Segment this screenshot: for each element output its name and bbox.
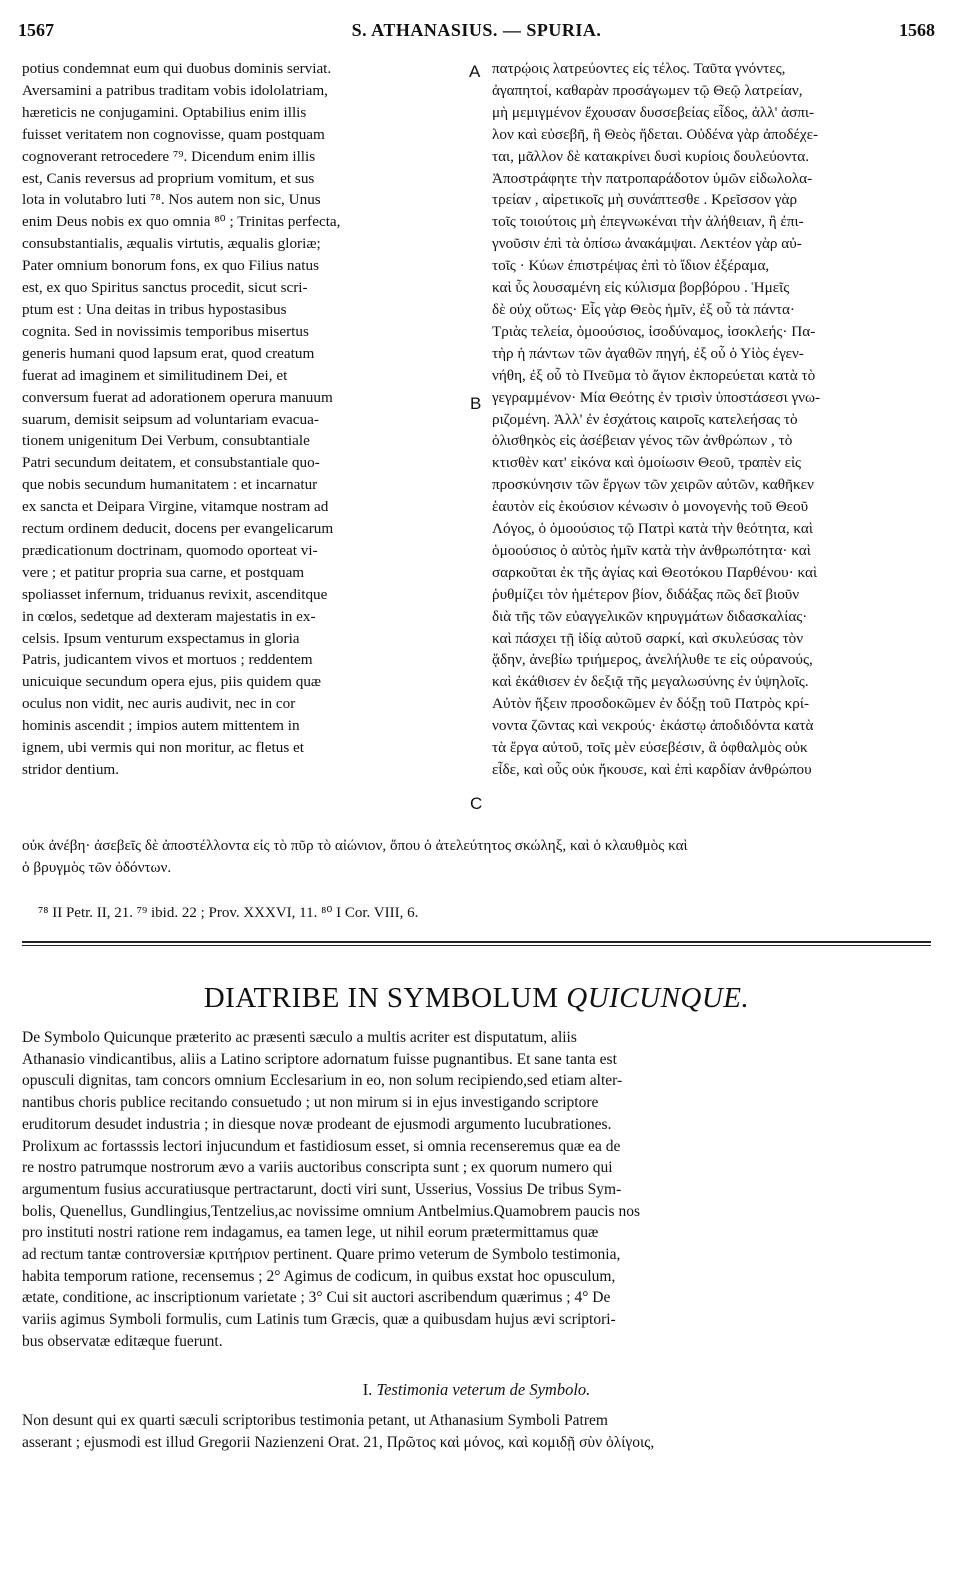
paragraph-line: bolis, Quenellus, Gundlingius,Tentzelius,ac novissime omnium Antbelmius.Quamobrem paucis nos (22, 1202, 640, 1220)
paragraph-line: pro instituti nostri ratione rem indagamus, ea tamen lege, ut nihil eorum prætermittamus quæ (22, 1224, 599, 1242)
latin-text-line: generis humani quod lapsum erat, quod creatum (22, 344, 315, 362)
latin-text-line: ptum est : Una deitas in tribus hypostasibus (22, 300, 287, 318)
greek-text-line: ἀγαπητοί, καθαρὰν προσάγωμεν τῷ Θεῷ λατρείαν, (492, 81, 803, 99)
separator-rule (22, 941, 931, 943)
paragraph-line: Prolixum ac fortasssis lectori injucundum et fastidiosum esset, si omnia recenseremus quæ ea de (22, 1137, 621, 1155)
greek-text-line: γνοῦσιν ἐπὶ τὰ ὀπίσω ἀνακάμψαι. Λεκτέον γὰρ αὐ- (492, 235, 802, 253)
continuation-line: οὐκ ἀνέβη· ἀσεβεῖς δὲ ἀποστέλλοντα εἰς τὸ πῦρ τὸ αἰώνιον, ὅπου ὁ ἀτελεύτητος σκώληξ, καὶ ὁ κλαυθμὸς καὶ (22, 837, 688, 854)
greek-text-line: γεγραμμένον· Μία Θεότης ἐν τρισὶν ὑποστάσεσι γνω- (492, 388, 821, 406)
greek-text-line: προσκύνησιν τῶν ἔργων τῶν χειρῶν αὐτῶν, καθῆκεν (492, 476, 814, 494)
paragraph-line: ætate, conditione, ac inscriptionum varietate ; 3° Cui sit auctori ascribendum quærimus ; 4° De (22, 1289, 611, 1307)
latin-text-line: Aversamini a patribus traditam vobis idololatriam, (22, 81, 328, 99)
paragraph-line: Athanasio vindicantibus, aliis a Latino scriptore adornatum fuisse pugnantibus. Et sane tanta est (22, 1050, 617, 1068)
greek-text-line: νοντα ζῶντας καὶ νεκρούς· ἑκάστῳ ἀποδιδόντα κατὰ (492, 717, 814, 735)
greek-text-line: Αὐτὸν ἥξειν προσδοκῶμεν ἐν δόξῃ τοῦ Πατρὸς κρί- (492, 695, 810, 713)
greek-text-line: Ἀποστράφητε τὴν πατροπαράδοτον ὑμῶν εἰδωλολα- (492, 169, 813, 187)
latin-text-line: consubstantialis, æqualis virtutis, æqualis gloriæ; (22, 235, 321, 253)
latin-text-line: Pater omnium bonorum fons, ex quo Filius natus (22, 257, 319, 275)
greek-text-line: Λόγος, ὁ ὁμοούσιος τῷ Πατρὶ κατὰ τὴν θεότητα, καὶ (492, 520, 813, 538)
subheading (0, 1380, 953, 1400)
greek-text-line: κτισθὲν κατ' εἰκόνα καὶ ὁμοίωσιν Θεοῦ, τραπὲν εἰς (492, 454, 802, 472)
latin-text-line: cognita. Sed in novissimis temporibus misertus (22, 322, 309, 340)
intro-paragraph (22, 1027, 937, 1353)
paragraph-line: Non desunt qui ex quarti sæculi scriptoribus testimonia petant, ut Athanasium Symboli Patrem (22, 1412, 608, 1429)
section-title-main: DIATRIBE IN SYMBOLUM (203, 982, 567, 1014)
section-marker-c: C (470, 794, 483, 813)
greek-text-line: πατρῴοις λατρεύοντες εἰς τέλος. Ταῦτα γνόντες, (492, 60, 786, 77)
paragraph-line: De Symbolo Quicunque præterito ac præsenti sæculo a multis acriter est disputatum, aliis (22, 1029, 577, 1046)
greek-text-line: ἑαυτὸν εἰς ἑκούσιον κένωσιν ὁ μονογενὴς τοῦ Θεοῦ (492, 498, 809, 516)
subheading-title: Testimonia veterum de Symbolo. (376, 1380, 591, 1399)
separator-rule-thin (22, 945, 931, 946)
paragraph-line: eruditorum desudet industria ; in diesque novæ prodeant de ejusmodi argumento lucubrationes. (22, 1115, 612, 1133)
greek-text-line: ριζομένη. Ἀλλ' ἐν ἐσχάτοις καιροῖς κατελεήσας τὸ (492, 410, 798, 428)
latin-text-line: ex sancta et Deipara Virgine, vitamque nostram ad (22, 498, 329, 516)
greek-text-line: τρείαν , αἱρετικοῖς μὴ συνάπτεσθε . Κρεῖσσον γὰρ (492, 191, 798, 209)
latin-text-line: Patri secundum deitatem, et consubstantiale quo- (22, 454, 320, 472)
greek-text-line: καὶ πάσχει τῇ ἰδίᾳ αὐτοῦ σαρκί, καὶ σκυλεύσας τὸν (492, 629, 804, 647)
latin-text-line: stridor dentium. (22, 761, 120, 778)
greek-text-line: τὴρ ἡ πάντων τῶν ἀγαθῶν πηγή, ἐξ οὗ ὁ Υἱὸς ἐγεν- (492, 344, 804, 362)
paragraph-line: bus observatæ editæque fuerunt. (22, 1332, 223, 1350)
latin-text-line: est, ex quo Spiritus sanctus procedit, sicut scri- (22, 279, 308, 297)
paragraph-line: re nostro patrumque nostrorum ævo a variis auctoribus conscripta sunt ; ex quorum numero qui (22, 1159, 613, 1177)
latin-text-line: vere ; et patitur propria sua carne, et postquam (22, 563, 305, 581)
paragraph-line: opusculi dignitas, tam concors omnium Ecclesarium in eo, non solum recipiendo,sed etiam alter- (22, 1072, 623, 1090)
greek-text-line: δὲ οὐχ οὕτως· Εἷς γὰρ Θεὸς ἡμῖν, ἐξ οὗ τὰ πάντα· (492, 300, 795, 318)
paragraph-line: nantibus choris publice recitando consuetudo ; ut non mirum si in ejus investigando scriptore (22, 1094, 599, 1112)
greek-text-line: ται, μᾶλλον δὲ κατακρίνει δυσὶ κυρίοις δουλεύοντα. (492, 147, 810, 165)
latin-text-line: fuisset veritatem non cognovisse, quam postquam (22, 125, 325, 143)
latin-text-line: spoliasset infernum, triduanus revixit, ascenditque (22, 585, 328, 603)
paragraph-line: asserant ; ejusmodi est illud Gregorii Nazienzeni Orat. 21, Πρῶτος καὶ μόνος, καὶ κομιδῇ σὺν ὀλίγοις, (22, 1433, 655, 1451)
latin-text-line: rectum ordinem deducit, docens per evangelicarum (22, 520, 334, 538)
latin-text-line: hominis ascendit ; impios autem mittentem in (22, 717, 300, 735)
latin-text-line: suarum, demisit seipsum ad voluntariam evacua- (22, 410, 319, 428)
section-marker-b: B (470, 394, 482, 413)
latin-text-line: prædicationum doctrinam, quomodo oporteat vi- (22, 541, 318, 559)
greek-text-line: καὶ ἐκάθισεν ἐν δεξιᾷ τῆς μεγαλωσύνης ἐν ὑψηλοῖς. (492, 673, 809, 691)
latin-text-line: lota in volutabro luti ⁷⁸. Nos autem non sic, Unus (22, 191, 321, 209)
latin-text-line: unicuique secundum opera ejus, piis quidem quæ (22, 673, 322, 691)
paragraph-line: variis agimus Symboli formulis, cum Latinis tum Græcis, quæ a quibusdam hujus ævi scriptori- (22, 1311, 616, 1329)
latin-text-line: oculus non vidit, nec auris audivit, nec in cor (22, 695, 296, 713)
greek-column (492, 58, 936, 781)
latin-text-line: enim Deus nobis ex quo omnia ⁸⁰ ; Trinitas perfecta, (22, 213, 341, 231)
latin-text-line: est, Canis reversus ad proprium vomitum, et sus (22, 169, 315, 187)
latin-text-line: Patris, judicantem vivos et mortuos ; reddentem (22, 651, 313, 669)
paragraph-line: argumentum fusius accuratiusque pertractarunt, docti viri sunt, Usserius, Vossius De tribus Sym- (22, 1180, 622, 1198)
paragraph-line: habita temporum ratione, recensemus ; 2° Agimus de codicum, in quibus exstat hoc opusculum, (22, 1267, 616, 1285)
paragraph-line: ad rectum tantæ controversiæ κριτήριον pertinent. Quare primo veterum de Symbolo testimonia, (22, 1246, 621, 1264)
latin-text-line: in cœlos, sedetque ad dexteram majestatis in ex- (22, 607, 316, 625)
greek-text-line: σαρκοῦται ἐκ τῆς ἁγίας καὶ Θεοτόκου Παρθένου· καὶ (492, 563, 818, 581)
running-header (18, 20, 935, 48)
latin-text-line: tionem unigenitum Dei Verbum, consubtantiale (22, 432, 310, 450)
greek-text-line: ῥυθμίζει τὸν ἡμέτερον βίον, διδάξας πῶς δεῖ βιοῦν (492, 585, 800, 603)
section-title (0, 982, 953, 1015)
greek-text-line: καὶ ὗς λουσαμένη εἰς κύλισμα βορβόρου . Ἡμεῖς (492, 279, 790, 297)
greek-continuation (22, 835, 937, 879)
greek-text-line: τοῖς τοιούτοις μὴ ἐπεγνωκέναι τὴν ἀλήθειαν, ἢ ἐπι- (492, 213, 804, 231)
right-page-number: 1568 (899, 20, 935, 40)
latin-text-line: cognoverant retrocedere ⁷⁹. Dicendum enim illis (22, 147, 316, 165)
greek-text-line: ὀλισθηκὸς εἰς ἀσέβειαν γένος τῶν ἀνθρώπων , τὸ (492, 432, 793, 450)
latin-text-line: conversum fuerat ad adorationem operura manuum (22, 388, 333, 406)
latin-text-line: fuerat ad imaginem et similitudinem Dei, et (22, 366, 288, 384)
latin-text-line: potius condemnat eum qui duobus dominis serviat. (22, 60, 332, 77)
section-title-italic: QUICUNQUE. (566, 982, 750, 1014)
running-title: S. ATHANASIUS. — SPURIA. (351, 20, 602, 40)
greek-text-line: εἶδε, καὶ οὖς οὐκ ἤκουσε, καὶ ἐπὶ καρδίαν ἀνθρώπου (492, 761, 812, 778)
latin-text-line: ignem, ubi vermis qui non moritur, ac fletus et (22, 739, 304, 757)
latin-text-line: que nobis secundum humanitatem : et incarnatur (22, 476, 318, 494)
latin-text-line: celsis. Ipsum venturum exspectamus in gloria (22, 629, 300, 647)
testimonia-paragraph (22, 1410, 937, 1453)
subheading-numeral: I. (362, 1380, 377, 1399)
greek-text-line: ᾅδην, ἀνεβίω τριήμερος, ἀνελήλυθε τε εἰς οὐρανούς, (492, 651, 813, 669)
greek-text-line: διὰ τῆς τῶν εὐαγγελικῶν κηρυγμάτων διδασκαλίας· (492, 607, 808, 625)
greek-text-line: λον καὶ εὐσεβῆ, ἣ Θεὸς ἥδεται. Οὐδένα γὰρ ἀποδέχε- (492, 125, 819, 143)
greek-text-line: τὰ ἔργα αὐτοῦ, τοῖς μὲν εὐσεβέσιν, ἃ ὀφθαλμὸς οὐκ (492, 739, 808, 757)
continuation-line: ὁ βρυγμὸς τῶν ὀδόντων. (22, 858, 172, 876)
footnotes: ⁷⁸ II Petr. II, 21. ⁷⁹ ibid. 22 ; Prov. XXXVI, 11. ⁸⁰ I Cor. VIII, 6. (38, 905, 419, 921)
greek-text-line: Τριὰς τελεία, ὁμοούσιος, ἰσοδύναμος, ἰσοκλεής· Πα- (492, 322, 816, 340)
latin-column (22, 58, 472, 781)
section-marker-a: A (469, 62, 481, 81)
greek-text-line: νήθη, ἐξ οὗ τὸ Πνεῦμα τὸ ἅγιον ἐκπορεύεται κατὰ τὸ (492, 366, 816, 384)
greek-text-line: μὴ μεμιγμένον ἔχουσαν δυσσεβείας εἶδος, ἀλλ' ἀσπι- (492, 103, 815, 121)
greek-text-line: τοῖς · Κύων ἐπιστρέψας ἐπὶ τὸ ἴδιον ἐξέραμα, (492, 257, 770, 275)
latin-text-line: hæreticis ne conjugamini. Optabilius enim illis (22, 103, 307, 121)
left-page-number: 1567 (18, 20, 54, 40)
greek-text-line: ὁμοούσιος ὁ αὐτὸς ἡμῖν κατὰ τὴν ἀνθρωπότητα· καὶ (492, 541, 811, 559)
